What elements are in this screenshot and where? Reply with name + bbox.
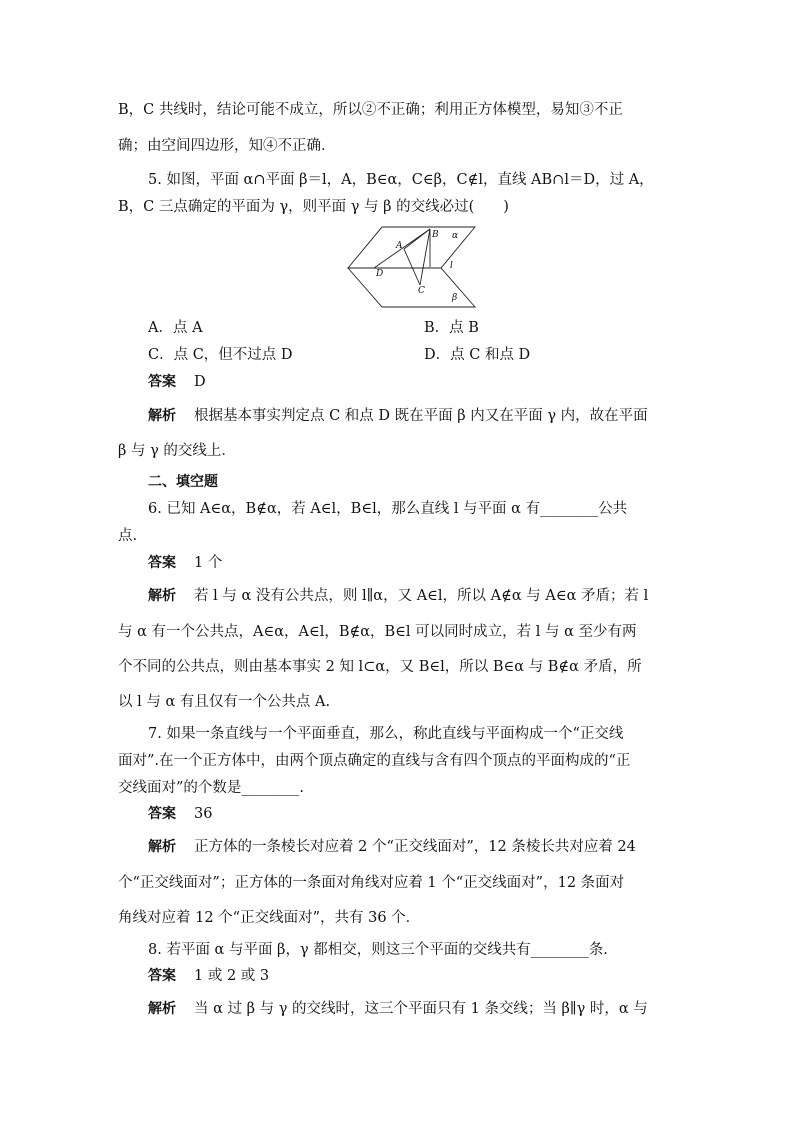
label-d: D bbox=[376, 269, 384, 279]
analysis-text: 根据基本事实判定点 C 和点 D 既在平面 β 内又在平面 γ 内，故在平面 bbox=[194, 408, 648, 424]
answer-6 bbox=[148, 553, 708, 573]
analysis-5-cont: β 与 γ 的交线上． bbox=[118, 443, 236, 459]
option-a: A．点 A bbox=[148, 320, 203, 336]
label-beta: β bbox=[452, 293, 458, 303]
plane-intersection-figure bbox=[344, 226, 476, 310]
option-c: C．点 C，但不过点 D bbox=[148, 347, 293, 363]
question-7: 7. 如果一条直线与一个平面垂直，那么，称此直线与平面构成一个“正交线 bbox=[148, 726, 624, 742]
question-7-cont: 面对”.在一个正方体中，由两个顶点确定的直线与含有四个顶点的平面构成的“正 bbox=[118, 753, 631, 769]
analysis-text: 正方体的一条棱长对应着 2 个“正交线面对”，12 条棱长共对应着 24 bbox=[194, 839, 636, 855]
analysis-6 bbox=[148, 586, 708, 606]
line-ac bbox=[404, 249, 420, 285]
analysis-label: 解析 bbox=[148, 408, 176, 424]
analysis-5 bbox=[148, 406, 708, 426]
analysis-label: 解析 bbox=[148, 588, 176, 604]
answer-7 bbox=[148, 804, 708, 824]
analysis-7-cont: 个“正交线面对”；正方体的一条面对角线对应着 1 个“正交线面对”，12 条面对 bbox=[118, 875, 625, 891]
answer-value: 1 个 bbox=[194, 555, 223, 571]
option-b: B．点 B bbox=[424, 320, 479, 336]
question-5: 5. 如图，平面 α∩平面 β＝l，A，B∈α，C∈β，C∉l，直线 AB∩l＝D，过 A， bbox=[148, 172, 654, 188]
analysis-label: 解析 bbox=[148, 1001, 176, 1017]
label-alpha: α bbox=[452, 231, 459, 241]
analysis-text: 当 α 过 β 与 γ 的交线时，这三个平面只有 1 条交线；当 β∥γ 时，α 与 bbox=[194, 1001, 648, 1017]
answer-label: 答案 bbox=[148, 806, 176, 822]
answer-value: D bbox=[194, 374, 206, 390]
answer-label: 答案 bbox=[148, 555, 176, 571]
label-c: C bbox=[418, 286, 425, 296]
answer-value: 1 或 2 或 3 bbox=[194, 968, 270, 984]
line-bc bbox=[420, 229, 430, 285]
analysis-6-cont: 个不同的公共点，则由基本事实 2 知 l⊂α，又 B∈l，所以 B∈α 与 B∉α 矛盾，所 bbox=[118, 659, 642, 675]
text-line: B，C 共线时，结论可能不成立，所以②不正确；利用正方体模型，易知③不正 bbox=[118, 102, 623, 118]
question-6: 6. 已知 A∈α，B∉α，若 A∈l，B∈l，那么直线 l 与平面 α 有________公共 bbox=[148, 501, 628, 517]
answer-value: 36 bbox=[194, 806, 213, 822]
answer-label: 答案 bbox=[148, 968, 176, 984]
question-5-cont: B，C 三点确定的平面为 γ，则平面 γ 与 β 的交线必过( ) bbox=[118, 199, 509, 215]
line-ab bbox=[404, 229, 430, 249]
text-line: 确；由空间四边形，知④不正确． bbox=[118, 138, 336, 154]
analysis-label: 解析 bbox=[148, 839, 176, 855]
analysis-7-cont: 角线对应着 12 个“正交线面对”，共有 36 个． bbox=[118, 910, 421, 926]
option-d: D．点 C 和点 D bbox=[424, 347, 531, 363]
analysis-6-cont: 与 α 有一个公共点，A∈α，A∈l，B∉α，B∈l 可以同时成立，若 l 与 α 至少有两 bbox=[118, 624, 637, 640]
analysis-text: 若 l 与 α 没有公共点，则 l∥α，又 A∈l，所以 A∉α 与 A∈α 矛盾；若 l bbox=[194, 588, 649, 604]
label-l: l bbox=[450, 261, 453, 271]
analysis-8 bbox=[148, 999, 708, 1019]
label-b: B bbox=[432, 230, 439, 240]
question-6-cont: 点. bbox=[118, 528, 138, 544]
answer-label: 答案 bbox=[148, 374, 176, 390]
question-7-cont: 交线面对”的个数是________. bbox=[118, 780, 305, 796]
label-a: A bbox=[396, 241, 403, 251]
answer-5 bbox=[148, 372, 708, 392]
question-8: 8. 若平面 α 与平面 β，γ 都相交，则这三个平面的交线共有________条. bbox=[148, 942, 608, 958]
analysis-7 bbox=[148, 837, 708, 857]
section-heading: 二、填空题 bbox=[148, 474, 218, 490]
analysis-6-cont: 以 l 与 α 有且仅有一个公共点 A. bbox=[118, 694, 331, 710]
answer-8 bbox=[148, 966, 708, 986]
